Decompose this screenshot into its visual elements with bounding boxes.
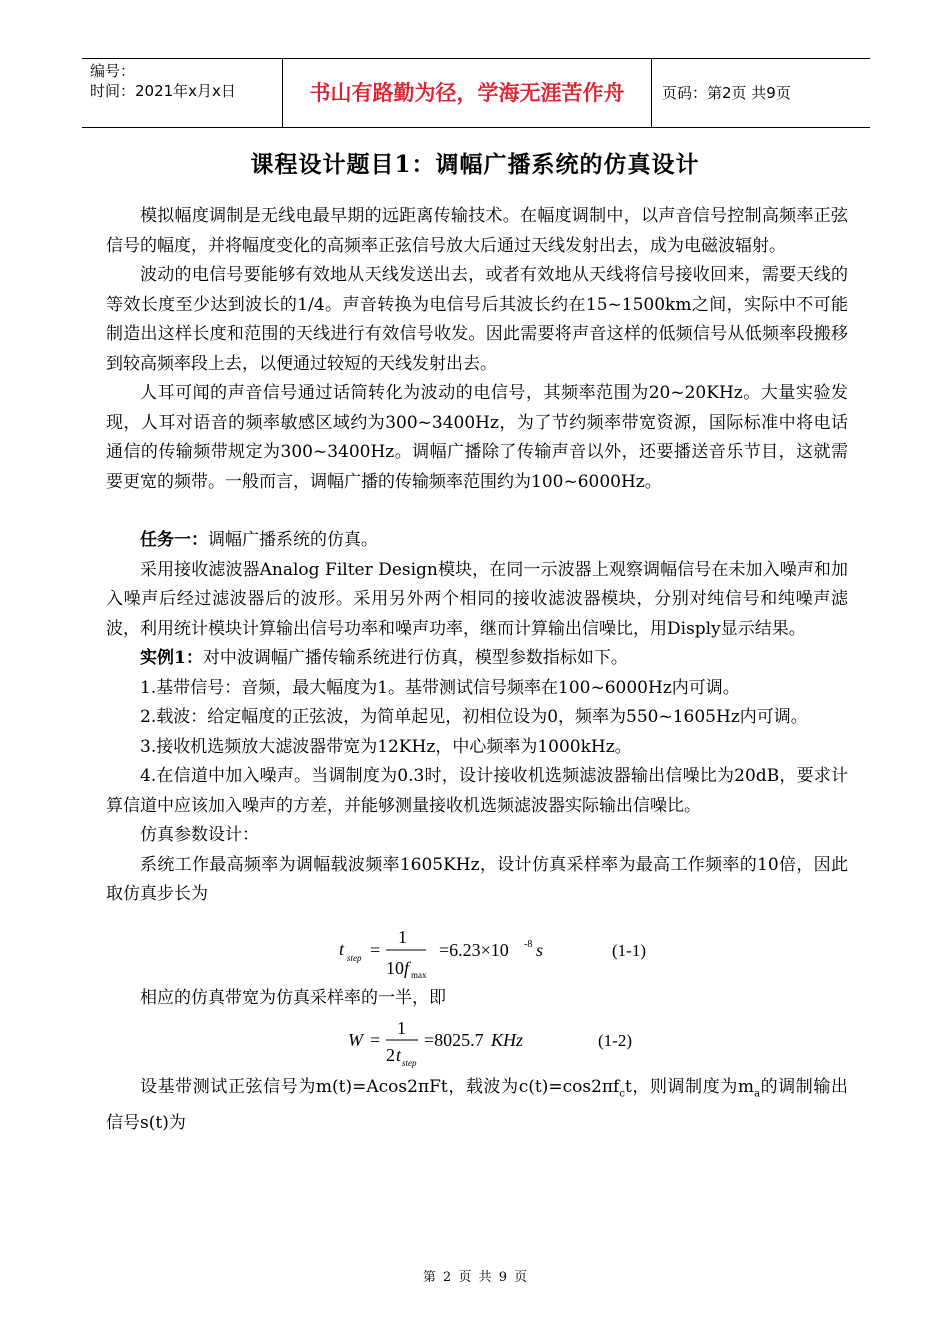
example-label: 实例1： (140, 648, 203, 668)
p7-part-c: 的调制输出信号s(t)为 (106, 1077, 848, 1133)
eq1-eq: = (370, 939, 381, 960)
p7-part-a: 设基带测试正弦信号为m(t)=Acos2πFt，载波为c(t)=cos2πf (140, 1077, 620, 1097)
task-label: 任务一： (140, 530, 208, 550)
paragraph-6: 相应的仿真带宽为仿真采样率的一半，即 (140, 987, 446, 1008)
eq1-lhs-sub: step (347, 952, 362, 963)
header-motto: 书山有路勤为径，学海无涯苦作舟 (282, 59, 652, 127)
eq2-lhs: W (348, 1030, 363, 1050)
header-page-info: 页码：第2页 共9页 (662, 84, 791, 102)
document-number-label: 编号： (90, 62, 136, 80)
paragraph-3: 人耳可闻的声音信号通过话筒转化为波动的电信号，其频率范围为20~20KHz。大量实验发现，人耳对语音的频率敏感区域约为300~3400Hz，为了节约频率带宽资源，国际标准中将电话通信的传输频带规定为300~3400Hz。调幅广播除了传输声音以外，还要播送音乐节目，这就需要更宽的频带。一般而言，调幅广播的传输频率范围约为100~6000Hz。 (106, 383, 848, 492)
eq2-t-sub: step (402, 1058, 417, 1068)
equation-1-1 (106, 910, 848, 984)
task-heading (106, 526, 848, 556)
paragraph-1: 模拟幅度调制是无线电最早期的远距离传输技术。在幅度调制中，以声音信号控制高频率正弦信号的幅度，并将幅度变化的高频率正弦信号放大后通过天线发射出去，成为电磁波辐射。 (106, 206, 848, 256)
eq1-denominator: 10 (386, 957, 404, 978)
list-item-1: 1.基带信号：音频，最大幅度为1。基带测试信号频率在100~6000Hz内可调。 (140, 677, 740, 698)
list-item-3: 3.接收机选频放大滤波器带宽为12KHz，中心频率为1000kHz。 (140, 736, 632, 757)
eq1-lhs: t (339, 938, 345, 959)
example-text: 对中波调幅广播传输系统进行仿真，模型参数指标如下。 (202, 648, 628, 668)
eq2-unit: KHz (491, 1030, 524, 1050)
paragraph-5: 系统工作最高频率为调幅载波频率1605KHz，设计仿真采样率为最高工作频率的10倍，因此取仿真步长为 (106, 854, 848, 904)
p7-part-b: t，则调制度为m (624, 1077, 755, 1097)
page-footer: 第 2 页 共 9 页 (422, 1270, 528, 1285)
eq2-value: =8025.7 (424, 1030, 484, 1050)
list-item-2: 2.载波：给定幅度的正弦波，为简单起见，初相位设为0，频率为550~1605Hz内可调。 (140, 707, 808, 727)
sim-heading: 仿真参数设计： (140, 825, 259, 845)
equation-1-1-graphic (106, 910, 848, 984)
paragraph-7 (106, 1073, 848, 1138)
eq2-eq: = (370, 1030, 381, 1050)
eq2-numerator: 1 (397, 1018, 406, 1038)
page-header (82, 58, 870, 128)
example-heading (106, 644, 848, 674)
header-meta (82, 59, 282, 127)
paragraph-4: 采用接收滤波器Analog Filter Design模块，在同一示波器上观察调幅信号在未加入噪声和加入噪声后经过滤波器后的波形。采用另外两个相同的接收滤波器模块，分别对纯信号和纯噪声滤波，利用统计模块计算输出信号功率和噪声功率，继而计算输出信噪比，用Disply显示结果。 (106, 559, 848, 639)
eq2-den-coef: 2 (386, 1045, 395, 1065)
eq1-f-sub: max (411, 969, 427, 980)
document-body (106, 202, 848, 1138)
eq1-number: (1-1) (612, 940, 646, 960)
eq1-exponent: -8 (524, 938, 533, 950)
eq1-f: f (404, 957, 410, 978)
spacer (106, 497, 848, 526)
task-text: 调幅广播系统的仿真。 (208, 530, 378, 550)
eq2-t: t (396, 1045, 402, 1065)
page-title: 课程设计题目1：调幅广播系统的仿真设计 (250, 151, 700, 178)
eq2-number: (1-2) (598, 1031, 632, 1050)
eq1-value: =6.23×10 (439, 939, 509, 960)
eq1-unit: s (536, 939, 544, 960)
p7-sub-a: a (754, 1088, 761, 1100)
equation-1-2-graphic (106, 1013, 848, 1073)
paragraph-2: 波动的电信号要能够有效地从天线发送出去，或者有效地从天线将信号接收回来，需要天线的等效长度至少达到波长的1/4。声音转换为电信号后其波长约在15~1500km之间，实际中不可能制造出这样长度和范围的天线进行有效信号收发。因此需要将声音这样的低频信号从低频率段搬移到较高频率段上去，以便通过较短的天线发射出去。 (106, 265, 848, 374)
p7-sub-c: c (619, 1088, 625, 1100)
eq1-numerator: 1 (398, 926, 407, 947)
equation-1-2 (106, 1013, 848, 1073)
document-time-label: 时间：2021年x月x日 (90, 82, 236, 100)
list-item-4: 4.在信道中加入噪声。当调制度为0.3时，设计接收机选频滤波器输出信噪比为20dB，要求计算信道中应该加入噪声的方差，并能够测量接收机选频滤波器实际输出信噪比。 (106, 766, 848, 816)
